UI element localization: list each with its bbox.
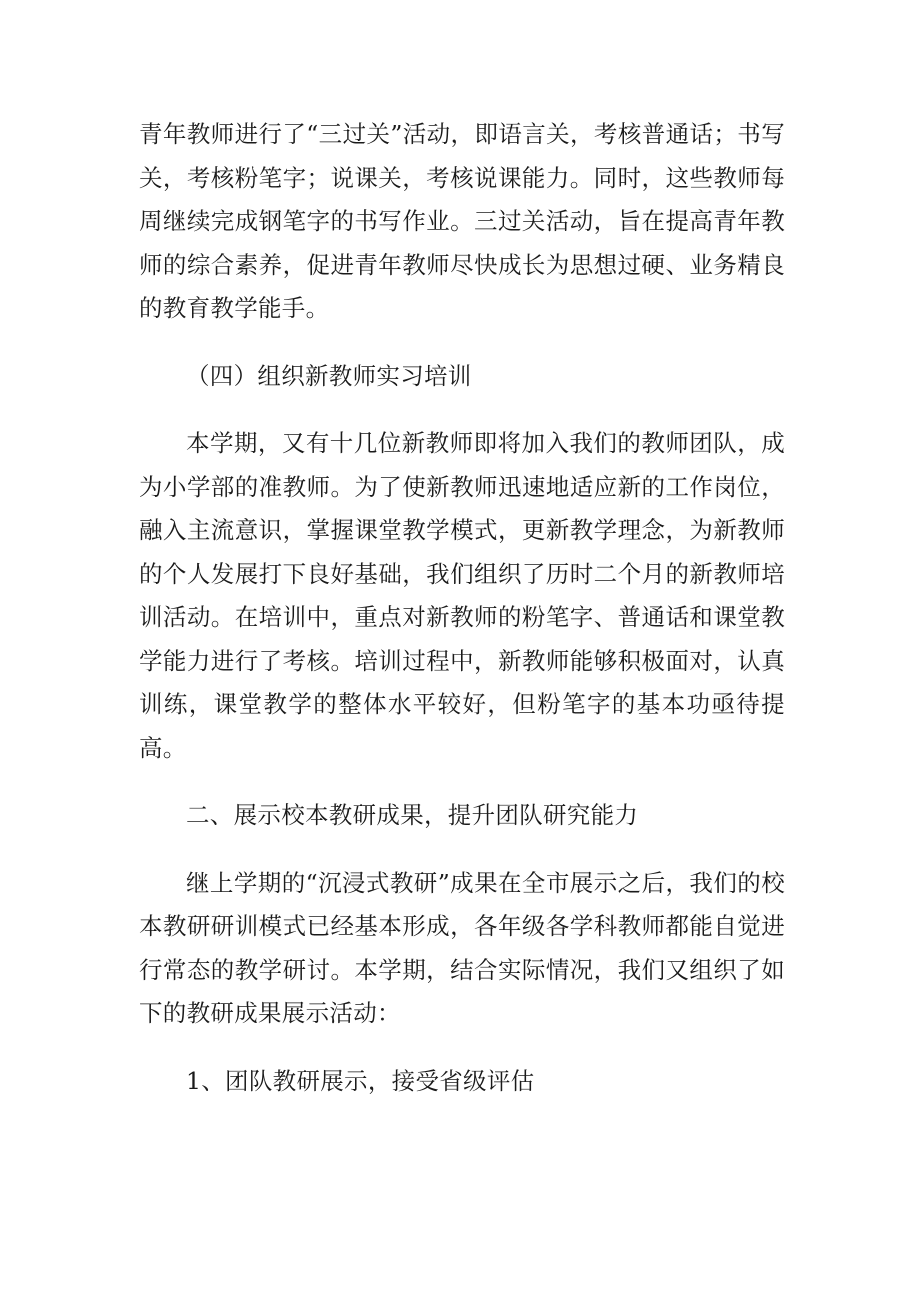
subheading-team-research-display: 1、团队教研展示，接受省级评估 [186,1066,535,1095]
section-heading-new-teacher-training: （四）组织新教师实习培训 [186,361,472,390]
paragraph-three-checks: 青年教师进行了“三过关”活动，即语言关，考核普通话；书写关，考核粉笔字；说课关，考核说课能力。同时，这些教师每周继续完成钢笔字的书写作业。三过关活动，旨在提高青年教师的综合素养，促进青年教师尽快成长为思想过硬、业务精良的教育教学能手。 [139,120,785,322]
paragraph-new-teacher-training: 本学期，又有十几位新教师即将加入我们的教师团队，成为小学部的准教师。为了使新教师迅速地适应新的工作岗位，融入主流意识，掌握课堂教学模式，更新教学理念，为新教师的个人发展打下良好基础，我们组织了历时二个月的新教师培训活动。在培训中，重点对新教师的粉笔字、普通话和课堂教学能力进行了考核。培训过程中，新教师能够积极面对，认真训练，课堂教学的整体水平较好，但粉笔字的基本功亟待提高。 [139,429,785,762]
paragraph-research-results: 继上学期的“沉浸式教研”成果在全市展示之后，我们的校本教研研训模式已经基本形成，各年级各学科教师都能自觉进行常态的教学研讨。本学期，结合实际情况，我们又组织了如下的教研成果展示活动： [139,868,785,1027]
section-heading-research-results: 二、展示校本教研成果，提升团队研究能力 [186,801,639,829]
document-body [139,113,785,1103]
